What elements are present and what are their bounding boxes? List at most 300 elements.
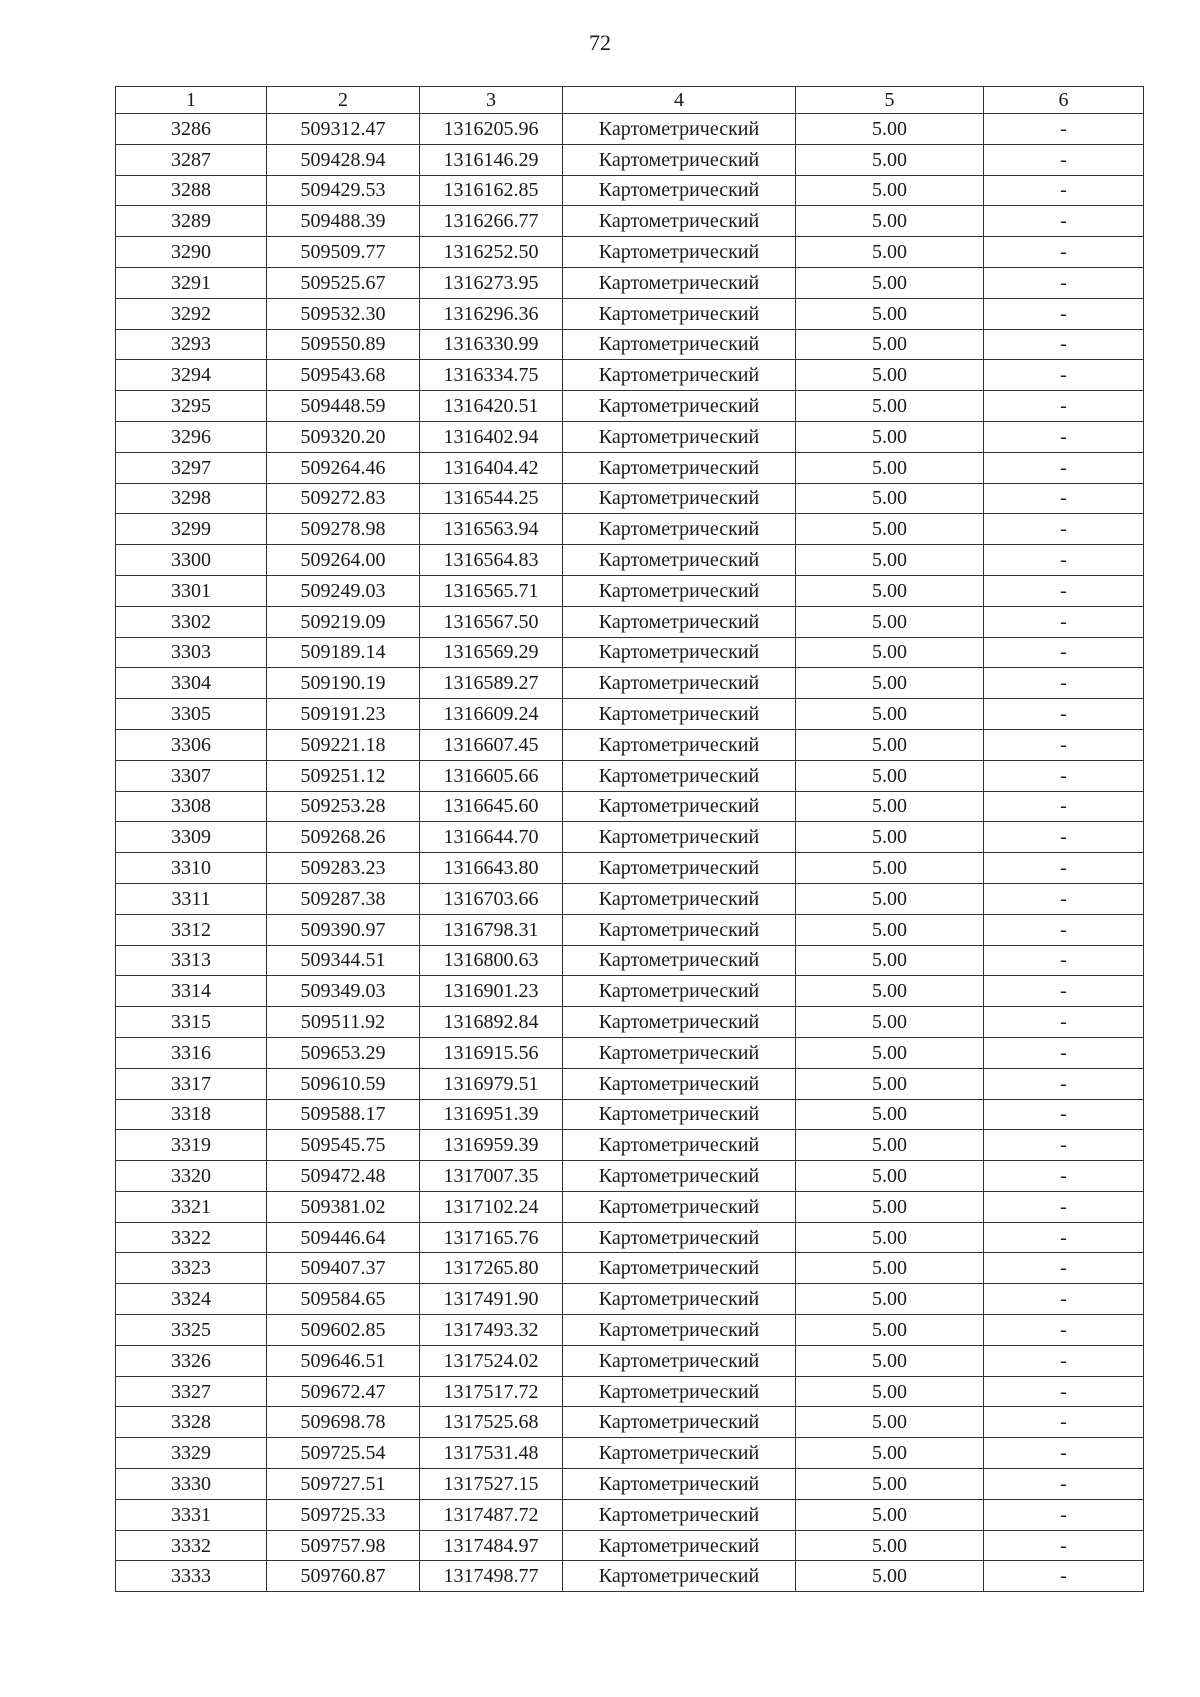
y-coordinate-cell: 1316643.80 <box>420 853 563 884</box>
x-coordinate-cell: 509488.39 <box>267 206 420 237</box>
method-cell: Картометрический <box>563 1099 796 1130</box>
table-row <box>116 1068 1144 1099</box>
x-coordinate-cell: 509725.33 <box>267 1499 420 1530</box>
point-number-cell: 3289 <box>116 206 267 237</box>
y-coordinate-cell: 1316800.63 <box>420 945 563 976</box>
y-coordinate-cell: 1317493.32 <box>420 1315 563 1346</box>
table-row <box>116 1376 1144 1407</box>
x-coordinate-cell: 509219.09 <box>267 606 420 637</box>
note-cell: - <box>984 760 1144 791</box>
column-header: 1 <box>116 87 267 114</box>
accuracy-cell: 5.00 <box>796 206 984 237</box>
method-cell: Картометрический <box>563 114 796 145</box>
y-coordinate-cell: 1316334.75 <box>420 360 563 391</box>
x-coordinate-cell: 509407.37 <box>267 1253 420 1284</box>
table-row <box>116 391 1144 422</box>
note-cell: - <box>984 329 1144 360</box>
accuracy-cell: 5.00 <box>796 883 984 914</box>
accuracy-cell: 5.00 <box>796 267 984 298</box>
y-coordinate-cell: 1317524.02 <box>420 1345 563 1376</box>
point-number-cell: 3314 <box>116 976 267 1007</box>
method-cell: Картометрический <box>563 483 796 514</box>
accuracy-cell: 5.00 <box>796 853 984 884</box>
x-coordinate-cell: 509190.19 <box>267 668 420 699</box>
x-coordinate-cell: 509672.47 <box>267 1376 420 1407</box>
method-cell: Картометрический <box>563 267 796 298</box>
table-row <box>116 206 1144 237</box>
table-row <box>116 1315 1144 1346</box>
note-cell: - <box>984 1222 1144 1253</box>
y-coordinate-cell: 1317491.90 <box>420 1284 563 1315</box>
note-cell: - <box>984 853 1144 884</box>
accuracy-cell: 5.00 <box>796 1438 984 1469</box>
method-cell: Картометрический <box>563 1130 796 1161</box>
point-number-cell: 3316 <box>116 1037 267 1068</box>
accuracy-cell: 5.00 <box>796 760 984 791</box>
x-coordinate-cell: 509446.64 <box>267 1222 420 1253</box>
x-coordinate-cell: 509320.20 <box>267 421 420 452</box>
method-cell: Картометрический <box>563 760 796 791</box>
table-row <box>116 1191 1144 1222</box>
y-coordinate-cell: 1316404.42 <box>420 452 563 483</box>
x-coordinate-cell: 509381.02 <box>267 1191 420 1222</box>
x-coordinate-cell: 509390.97 <box>267 914 420 945</box>
note-cell: - <box>984 575 1144 606</box>
method-cell: Картометрический <box>563 1284 796 1315</box>
x-coordinate-cell: 509525.67 <box>267 267 420 298</box>
x-coordinate-cell: 509727.51 <box>267 1469 420 1500</box>
x-coordinate-cell: 509283.23 <box>267 853 420 884</box>
note-cell: - <box>984 729 1144 760</box>
method-cell: Картометрический <box>563 1315 796 1346</box>
note-cell: - <box>984 483 1144 514</box>
method-cell: Картометрический <box>563 545 796 576</box>
method-cell: Картометрический <box>563 1007 796 1038</box>
accuracy-cell: 5.00 <box>796 1499 984 1530</box>
accuracy-cell: 5.00 <box>796 729 984 760</box>
y-coordinate-cell: 1316266.77 <box>420 206 563 237</box>
method-cell: Картометрический <box>563 1530 796 1561</box>
y-coordinate-cell: 1316205.96 <box>420 114 563 145</box>
table-row <box>116 883 1144 914</box>
point-number-cell: 3294 <box>116 360 267 391</box>
y-coordinate-cell: 1317531.48 <box>420 1438 563 1469</box>
note-cell: - <box>984 267 1144 298</box>
point-number-cell: 3287 <box>116 144 267 175</box>
table-row <box>116 1253 1144 1284</box>
y-coordinate-cell: 1317525.68 <box>420 1407 563 1438</box>
table-row <box>116 1130 1144 1161</box>
table-row <box>116 237 1144 268</box>
x-coordinate-cell: 509287.38 <box>267 883 420 914</box>
method-cell: Картометрический <box>563 1222 796 1253</box>
x-coordinate-cell: 509268.26 <box>267 822 420 853</box>
y-coordinate-cell: 1316703.66 <box>420 883 563 914</box>
method-cell: Картометрический <box>563 668 796 699</box>
y-coordinate-cell: 1316569.29 <box>420 637 563 668</box>
accuracy-cell: 5.00 <box>796 1191 984 1222</box>
note-cell: - <box>984 1499 1144 1530</box>
x-coordinate-cell: 509191.23 <box>267 699 420 730</box>
note-cell: - <box>984 1253 1144 1284</box>
x-coordinate-cell: 509698.78 <box>267 1407 420 1438</box>
table-row <box>116 1530 1144 1561</box>
method-cell: Картометрический <box>563 976 796 1007</box>
x-coordinate-cell: 509251.12 <box>267 760 420 791</box>
accuracy-cell: 5.00 <box>796 514 984 545</box>
y-coordinate-cell: 1316564.83 <box>420 545 563 576</box>
table-row <box>116 114 1144 145</box>
accuracy-cell: 5.00 <box>796 421 984 452</box>
x-coordinate-cell: 509550.89 <box>267 329 420 360</box>
column-header: 4 <box>563 87 796 114</box>
accuracy-cell: 5.00 <box>796 1376 984 1407</box>
method-cell: Картометрический <box>563 206 796 237</box>
y-coordinate-cell: 1317265.80 <box>420 1253 563 1284</box>
point-number-cell: 3300 <box>116 545 267 576</box>
accuracy-cell: 5.00 <box>796 1068 984 1099</box>
note-cell: - <box>984 1284 1144 1315</box>
y-coordinate-cell: 1316892.84 <box>420 1007 563 1038</box>
point-number-cell: 3303 <box>116 637 267 668</box>
x-coordinate-cell: 509760.87 <box>267 1561 420 1592</box>
point-number-cell: 3312 <box>116 914 267 945</box>
point-number-cell: 3292 <box>116 298 267 329</box>
x-coordinate-cell: 509221.18 <box>267 729 420 760</box>
point-number-cell: 3313 <box>116 945 267 976</box>
point-number-cell: 3322 <box>116 1222 267 1253</box>
point-number-cell: 3325 <box>116 1315 267 1346</box>
table-row <box>116 360 1144 391</box>
x-coordinate-cell: 509545.75 <box>267 1130 420 1161</box>
note-cell: - <box>984 1007 1144 1038</box>
table-row <box>116 1099 1144 1130</box>
method-cell: Картометрический <box>563 1407 796 1438</box>
table-row <box>116 1007 1144 1038</box>
accuracy-cell: 5.00 <box>796 945 984 976</box>
note-cell: - <box>984 452 1144 483</box>
accuracy-cell: 5.00 <box>796 545 984 576</box>
point-number-cell: 3333 <box>116 1561 267 1592</box>
y-coordinate-cell: 1316296.36 <box>420 298 563 329</box>
note-cell: - <box>984 1407 1144 1438</box>
note-cell: - <box>984 822 1144 853</box>
x-coordinate-cell: 509312.47 <box>267 114 420 145</box>
point-number-cell: 3307 <box>116 760 267 791</box>
accuracy-cell: 5.00 <box>796 791 984 822</box>
method-cell: Картометрический <box>563 729 796 760</box>
table-row <box>116 1438 1144 1469</box>
table-row <box>116 637 1144 668</box>
accuracy-cell: 5.00 <box>796 1284 984 1315</box>
accuracy-cell: 5.00 <box>796 1253 984 1284</box>
column-header: 3 <box>420 87 563 114</box>
note-cell: - <box>984 1530 1144 1561</box>
y-coordinate-cell: 1316567.50 <box>420 606 563 637</box>
x-coordinate-cell: 509428.94 <box>267 144 420 175</box>
table-row <box>116 452 1144 483</box>
method-cell: Картометрический <box>563 914 796 945</box>
table-row <box>116 1469 1144 1500</box>
method-cell: Картометрический <box>563 329 796 360</box>
y-coordinate-cell: 1316959.39 <box>420 1130 563 1161</box>
note-cell: - <box>984 791 1144 822</box>
method-cell: Картометрический <box>563 1037 796 1068</box>
y-coordinate-cell: 1316330.99 <box>420 329 563 360</box>
table-row <box>116 1407 1144 1438</box>
point-number-cell: 3328 <box>116 1407 267 1438</box>
note-cell: - <box>984 421 1144 452</box>
x-coordinate-cell: 509509.77 <box>267 237 420 268</box>
accuracy-cell: 5.00 <box>796 1407 984 1438</box>
x-coordinate-cell: 509189.14 <box>267 637 420 668</box>
y-coordinate-cell: 1316645.60 <box>420 791 563 822</box>
x-coordinate-cell: 509653.29 <box>267 1037 420 1068</box>
x-coordinate-cell: 509646.51 <box>267 1345 420 1376</box>
note-cell: - <box>984 237 1144 268</box>
table-row <box>116 729 1144 760</box>
y-coordinate-cell: 1316146.29 <box>420 144 563 175</box>
table-row <box>116 483 1144 514</box>
method-cell: Картометрический <box>563 1191 796 1222</box>
note-cell: - <box>984 1068 1144 1099</box>
table-row <box>116 1284 1144 1315</box>
method-cell: Картометрический <box>563 1068 796 1099</box>
table-row <box>116 760 1144 791</box>
y-coordinate-cell: 1317484.97 <box>420 1530 563 1561</box>
note-cell: - <box>984 606 1144 637</box>
accuracy-cell: 5.00 <box>796 360 984 391</box>
y-coordinate-cell: 1317487.72 <box>420 1499 563 1530</box>
note-cell: - <box>984 945 1144 976</box>
y-coordinate-cell: 1316609.24 <box>420 699 563 730</box>
table-row <box>116 298 1144 329</box>
table-body <box>116 114 1144 1592</box>
x-coordinate-cell: 509610.59 <box>267 1068 420 1099</box>
table-row <box>116 976 1144 1007</box>
y-coordinate-cell: 1317517.72 <box>420 1376 563 1407</box>
note-cell: - <box>984 206 1144 237</box>
x-coordinate-cell: 509278.98 <box>267 514 420 545</box>
method-cell: Картометрический <box>563 360 796 391</box>
point-number-cell: 3299 <box>116 514 267 545</box>
point-number-cell: 3290 <box>116 237 267 268</box>
note-cell: - <box>984 1037 1144 1068</box>
accuracy-cell: 5.00 <box>796 822 984 853</box>
table-row <box>116 822 1144 853</box>
x-coordinate-cell: 509264.46 <box>267 452 420 483</box>
accuracy-cell: 5.00 <box>796 1222 984 1253</box>
method-cell: Картометрический <box>563 514 796 545</box>
accuracy-cell: 5.00 <box>796 329 984 360</box>
y-coordinate-cell: 1316644.70 <box>420 822 563 853</box>
note-cell: - <box>984 545 1144 576</box>
y-coordinate-cell: 1316273.95 <box>420 267 563 298</box>
point-number-cell: 3305 <box>116 699 267 730</box>
point-number-cell: 3311 <box>116 883 267 914</box>
point-number-cell: 3324 <box>116 1284 267 1315</box>
method-cell: Картометрический <box>563 606 796 637</box>
accuracy-cell: 5.00 <box>796 114 984 145</box>
accuracy-cell: 5.00 <box>796 637 984 668</box>
table-row <box>116 267 1144 298</box>
point-number-cell: 3295 <box>116 391 267 422</box>
note-cell: - <box>984 144 1144 175</box>
accuracy-cell: 5.00 <box>796 452 984 483</box>
table-row <box>116 1561 1144 1592</box>
column-header: 6 <box>984 87 1144 114</box>
accuracy-cell: 5.00 <box>796 575 984 606</box>
point-number-cell: 3302 <box>116 606 267 637</box>
point-number-cell: 3308 <box>116 791 267 822</box>
point-number-cell: 3304 <box>116 668 267 699</box>
method-cell: Картометрический <box>563 699 796 730</box>
point-number-cell: 3319 <box>116 1130 267 1161</box>
method-cell: Картометрический <box>563 1499 796 1530</box>
x-coordinate-cell: 509349.03 <box>267 976 420 1007</box>
column-header: 5 <box>796 87 984 114</box>
accuracy-cell: 5.00 <box>796 606 984 637</box>
accuracy-cell: 5.00 <box>796 1530 984 1561</box>
method-cell: Картометрический <box>563 452 796 483</box>
accuracy-cell: 5.00 <box>796 1130 984 1161</box>
y-coordinate-cell: 1317498.77 <box>420 1561 563 1592</box>
accuracy-cell: 5.00 <box>796 976 984 1007</box>
x-coordinate-cell: 509272.83 <box>267 483 420 514</box>
point-number-cell: 3315 <box>116 1007 267 1038</box>
note-cell: - <box>984 391 1144 422</box>
point-number-cell: 3326 <box>116 1345 267 1376</box>
method-cell: Картометрический <box>563 1561 796 1592</box>
method-cell: Картометрический <box>563 1253 796 1284</box>
x-coordinate-cell: 509264.00 <box>267 545 420 576</box>
y-coordinate-cell: 1316951.39 <box>420 1099 563 1130</box>
method-cell: Картометрический <box>563 791 796 822</box>
note-cell: - <box>984 360 1144 391</box>
x-coordinate-cell: 509472.48 <box>267 1161 420 1192</box>
accuracy-cell: 5.00 <box>796 1561 984 1592</box>
table-row <box>116 1037 1144 1068</box>
y-coordinate-cell: 1316565.71 <box>420 575 563 606</box>
y-coordinate-cell: 1316979.51 <box>420 1068 563 1099</box>
y-coordinate-cell: 1316162.85 <box>420 175 563 206</box>
method-cell: Картометрический <box>563 298 796 329</box>
table-row <box>116 421 1144 452</box>
y-coordinate-cell: 1317102.24 <box>420 1191 563 1222</box>
table-row <box>116 945 1144 976</box>
note-cell: - <box>984 1191 1144 1222</box>
method-cell: Картометрический <box>563 391 796 422</box>
note-cell: - <box>984 883 1144 914</box>
point-number-cell: 3309 <box>116 822 267 853</box>
method-cell: Картометрический <box>563 822 796 853</box>
y-coordinate-cell: 1317165.76 <box>420 1222 563 1253</box>
point-number-cell: 3296 <box>116 421 267 452</box>
table-row <box>116 668 1144 699</box>
method-cell: Картометрический <box>563 853 796 884</box>
x-coordinate-cell: 509543.68 <box>267 360 420 391</box>
note-cell: - <box>984 914 1144 945</box>
table-row <box>116 545 1144 576</box>
table-header-row <box>116 87 1144 114</box>
note-cell: - <box>984 668 1144 699</box>
table-row <box>116 144 1144 175</box>
table-row <box>116 791 1144 822</box>
point-number-cell: 3306 <box>116 729 267 760</box>
method-cell: Картометрический <box>563 421 796 452</box>
point-number-cell: 3320 <box>116 1161 267 1192</box>
accuracy-cell: 5.00 <box>796 1161 984 1192</box>
table-row <box>116 853 1144 884</box>
note-cell: - <box>984 1315 1144 1346</box>
method-cell: Картометрический <box>563 237 796 268</box>
x-coordinate-cell: 509344.51 <box>267 945 420 976</box>
accuracy-cell: 5.00 <box>796 1315 984 1346</box>
method-cell: Картометрический <box>563 883 796 914</box>
point-number-cell: 3291 <box>116 267 267 298</box>
table-row <box>116 1161 1144 1192</box>
method-cell: Картометрический <box>563 575 796 606</box>
x-coordinate-cell: 509249.03 <box>267 575 420 606</box>
note-cell: - <box>984 699 1144 730</box>
coordinates-table <box>115 86 1144 1592</box>
point-number-cell: 3293 <box>116 329 267 360</box>
table-row <box>116 1222 1144 1253</box>
note-cell: - <box>984 1099 1144 1130</box>
accuracy-cell: 5.00 <box>796 391 984 422</box>
note-cell: - <box>984 175 1144 206</box>
accuracy-cell: 5.00 <box>796 144 984 175</box>
method-cell: Картометрический <box>563 637 796 668</box>
table-row <box>116 575 1144 606</box>
accuracy-cell: 5.00 <box>796 668 984 699</box>
point-number-cell: 3329 <box>116 1438 267 1469</box>
y-coordinate-cell: 1316563.94 <box>420 514 563 545</box>
method-cell: Картометрический <box>563 1438 796 1469</box>
note-cell: - <box>984 1561 1144 1592</box>
accuracy-cell: 5.00 <box>796 914 984 945</box>
method-cell: Картометрический <box>563 1345 796 1376</box>
table-row <box>116 175 1144 206</box>
y-coordinate-cell: 1316915.56 <box>420 1037 563 1068</box>
method-cell: Картометрический <box>563 1469 796 1500</box>
method-cell: Картометрический <box>563 144 796 175</box>
point-number-cell: 3332 <box>116 1530 267 1561</box>
note-cell: - <box>984 1438 1144 1469</box>
point-number-cell: 3318 <box>116 1099 267 1130</box>
y-coordinate-cell: 1317527.15 <box>420 1469 563 1500</box>
point-number-cell: 3310 <box>116 853 267 884</box>
table-row <box>116 699 1144 730</box>
method-cell: Картометрический <box>563 945 796 976</box>
x-coordinate-cell: 509253.28 <box>267 791 420 822</box>
page-number: 72 <box>589 30 611 55</box>
note-cell: - <box>984 298 1144 329</box>
note-cell: - <box>984 637 1144 668</box>
point-number-cell: 3301 <box>116 575 267 606</box>
point-number-cell: 3286 <box>116 114 267 145</box>
note-cell: - <box>984 1376 1144 1407</box>
note-cell: - <box>984 976 1144 1007</box>
x-coordinate-cell: 509532.30 <box>267 298 420 329</box>
y-coordinate-cell: 1316420.51 <box>420 391 563 422</box>
note-cell: - <box>984 1161 1144 1192</box>
method-cell: Картометрический <box>563 175 796 206</box>
point-number-cell: 3327 <box>116 1376 267 1407</box>
accuracy-cell: 5.00 <box>796 175 984 206</box>
point-number-cell: 3288 <box>116 175 267 206</box>
note-cell: - <box>984 114 1144 145</box>
